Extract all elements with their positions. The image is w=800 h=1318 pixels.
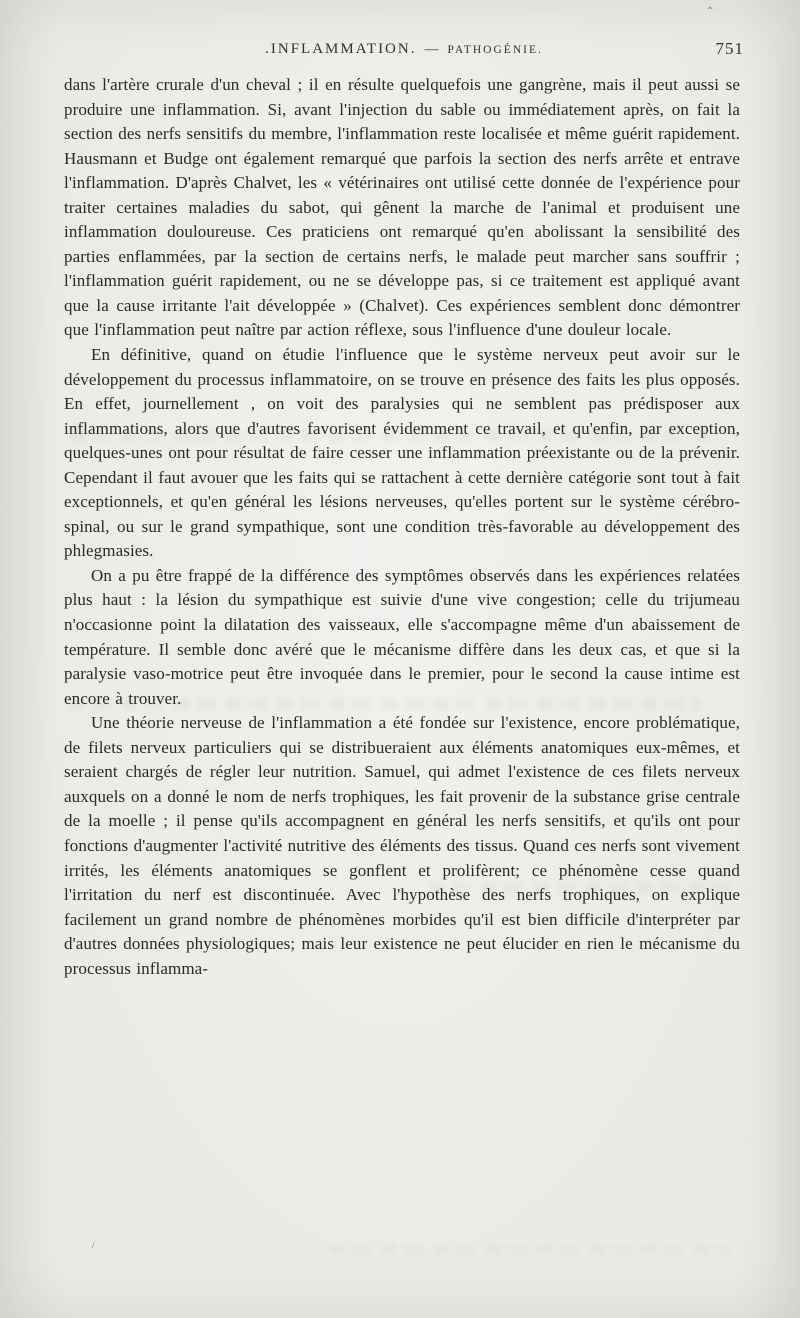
page-number: 751 xyxy=(715,39,744,58)
show-through-smudge xyxy=(330,1244,730,1254)
page-text xyxy=(64,73,740,981)
paragraph-2: En définitive, quand on étudie l'influence que le système nerveux peut avoir sur le développement du processus inflammatoire, on se trouve en présence des faits les plus opposés. En effet, journellement , on voit des paralysies qui ne semblent pas prédisposer aux inflammations, alors que d'autres favorisent évidemment ce travail, et qu'enfin, par exception, quelques-unes ont pour résultat de faire cesser une inflammation préexistante ou de la prévenir. Cependant il faut avouer que les faits qui se rattachent à cette dernière catégorie sont tout à fait exceptionnels, et qu'en général les lésions nerveuses, qu'elles portent sur le système cérébro-spinal, ou sur le grand sympathique, sont une condition très-favorable au développement des phlegmasies. xyxy=(64,345,740,561)
page-title-sub: PATHOGÉNIE. xyxy=(447,44,543,56)
scan-speck: / xyxy=(92,1240,95,1251)
paragraph-3: On a pu être frappé de la différence des symptômes observés dans les expériences relatées plus haut : la lésion du sympathique est suivie d'une vive congestion; celle du trijumeau n'occasionne point la dilatation des vaisseaux, elle s'accompagne même d'un abaissement de température. Il semble donc avéré que le mécanisme diffère dans les deux cas, et que si la paralysie vaso-motrice peut être invoquée dans le premier, pour le second la cause intime est encore à trouver. xyxy=(64,565,740,708)
page-title xyxy=(64,40,744,58)
page-title-separator: — xyxy=(424,42,440,57)
paragraph-4: Une théorie nerveuse de l'inflammation a été fondée sur l'existence, encore problématique, de filets nerveux particuliers qui se distribueraient aux éléments anatomiques eux-mêmes, et seraient chargés de régler leur nutrition. Samuel, qui admet l'existence de ces filets nerveux auxquels on a donné le nom de nerfs trophiques, les fait provenir de la substance grise centrale de la moelle ; il pense qu'ils accompagnent en général les nerfs sensitifs, et qu'ils ont pour fonctions d'augmenter l'activité nutritive des éléments des tissus. Quand ces nerfs sont vivement irrités, les éléments anatomiques se gonflent et prolifèrent; ce phénomène cesse quand l'irritation du nerf est discontinuée. Avec l'hypothèse des nerfs trophiques, on explique facilement un grand nombre de phénomènes morbides qu'il est bien difficile d'interpréter par d'autres données physiologiques; mais leur existence ne peut élucider en rien le mécanisme du processus inflamma- xyxy=(64,713,740,978)
running-head xyxy=(64,40,744,66)
page-title-main: .INFLAMMATION. xyxy=(265,41,417,57)
scan-speck: ⌃ xyxy=(706,6,715,17)
paragraph-1: dans l'artère crurale d'un cheval ; il en résulte quelquefois une gangrène, mais il peut aussi se produire une inflammation. Si, avant l'injection du sable ou immédiatement après, on fait la section des nerfs sensitifs du membre, l'inflammation reste localisée et même guérit rapidement. Hausmann et Budge ont également remarqué que parfois la section des nerfs arrête et entrave l'inflammation. D'après Chalvet, les « vétérinaires ont utilisé cette donnée de l'expérience pour traiter certaines maladies du sabot, qui gênent la marche de l'animal et produisent une inflammation douloureuse. Ces praticiens ont remarqué qu'en abolissant la sensibilité des parties enflammées, par la section de certains nerfs, le malade peut marcher sans souffrir ; l'inflammation guérit rapidement, ou ne se développe pas, si ce traitement est appliqué avant que la cause irritante l'ait développée » (Chalvet). Ces expériences semblent donc démontrer que l'inflammation peut naître par action réflexe, sous l'influence d'une douleur locale. xyxy=(64,75,740,340)
